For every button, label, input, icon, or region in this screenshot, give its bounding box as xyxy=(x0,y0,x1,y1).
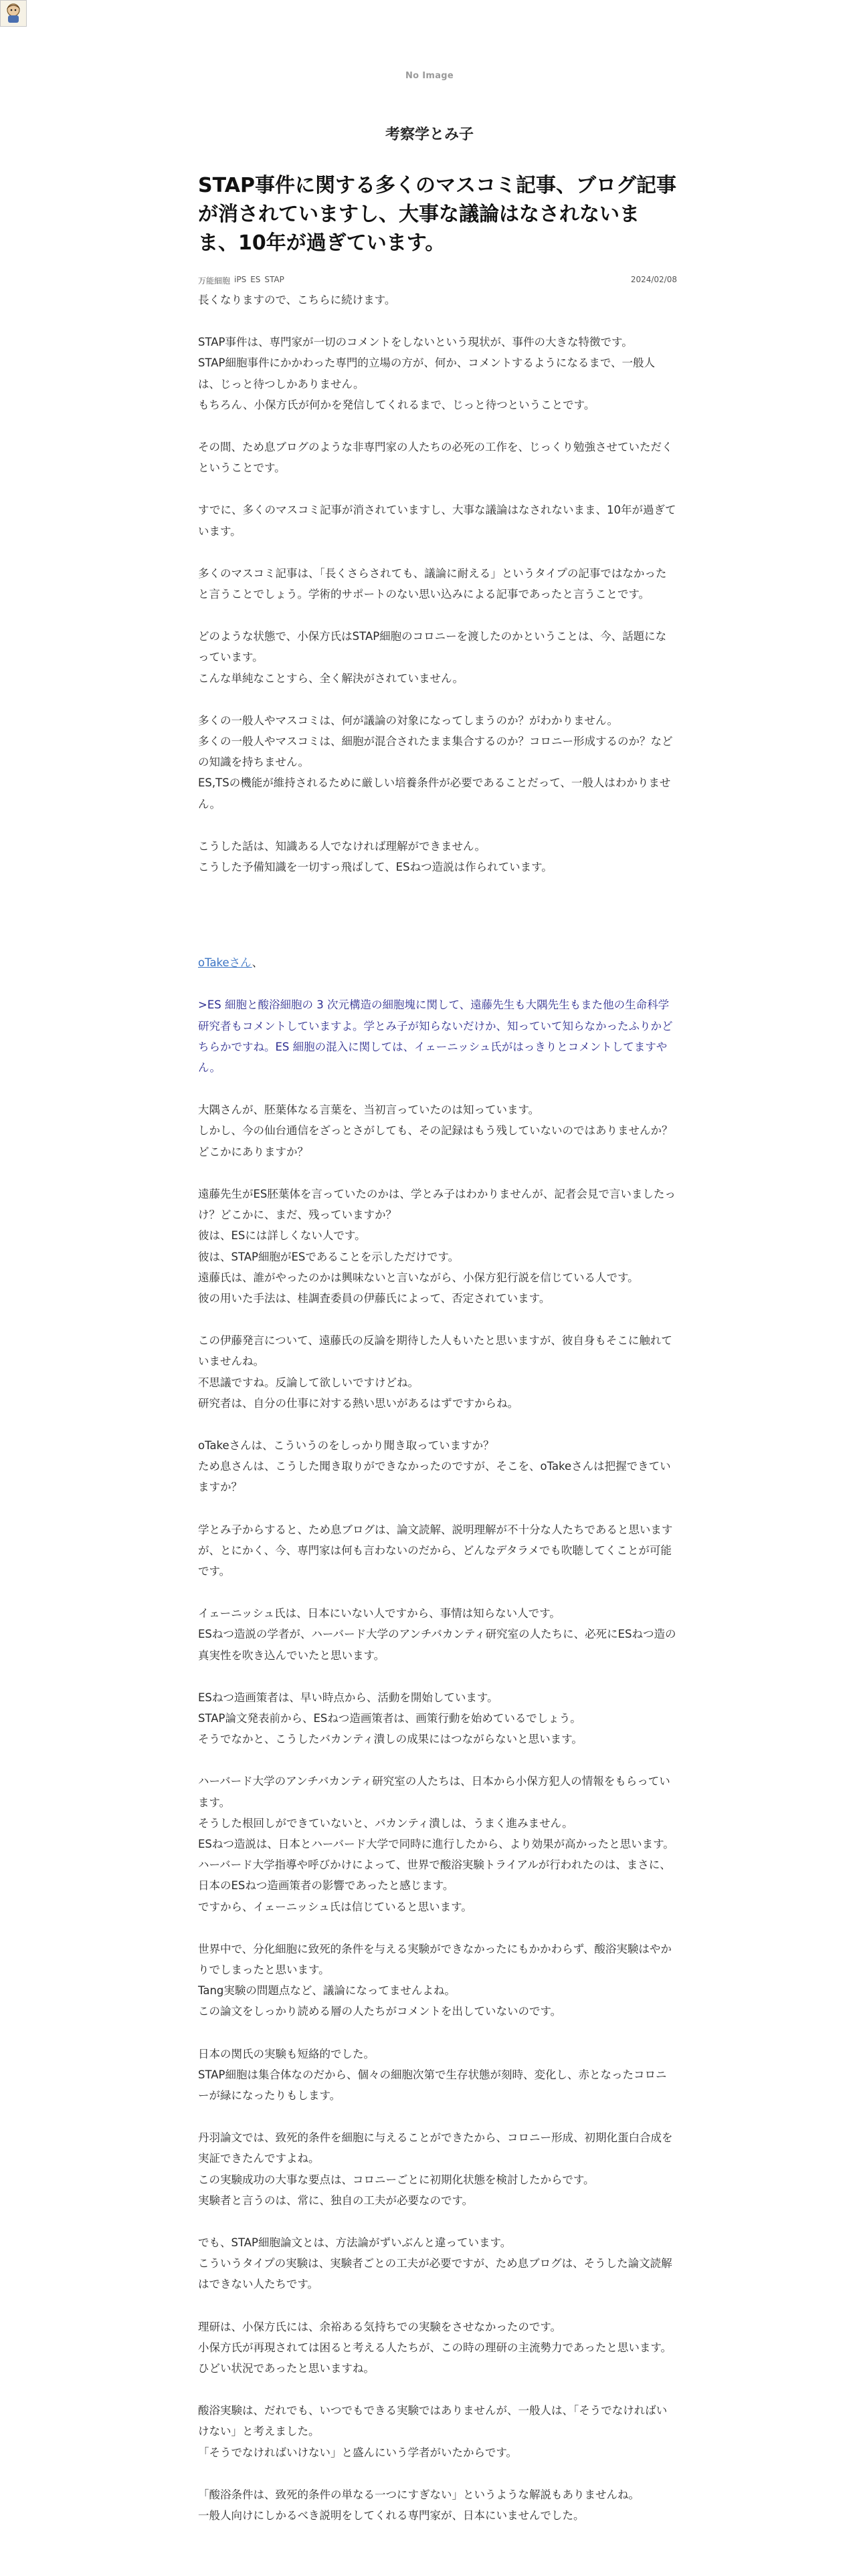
commenter-link[interactable]: oTakeさん xyxy=(198,956,252,970)
paragraph xyxy=(198,2232,677,2295)
article-meta xyxy=(198,275,677,288)
text-line: この実験成功の大事な要点は、コロニーごとに初期化状態を検討したからです。 xyxy=(198,2173,595,2186)
text-line: こうした話は、知識ある人でなければ理解ができません。 xyxy=(198,839,486,853)
text-line: すでに、多くのマスコミ記事が消されていますし、大事な議論はなされないまま、10年が過ぎています。 xyxy=(198,504,676,538)
text-line: そうした根回しができていないと、バカンティ潰しは、うまく進みません。 xyxy=(198,1816,573,1830)
paragraph xyxy=(198,332,677,415)
text-line: STAP細胞は集合体なのだから、個々の細胞次第で生存状態が刻時、変化し、赤となったコロニーが緑になったりもします。 xyxy=(198,2068,667,2102)
text-line: 多くのマスコミ記事は、「長くさらされても、議論に耐える」というタイプの記事ではなかったと言うことでしょう。学術的サポートのない思い込みによる記事であったと言うことです。 xyxy=(198,566,667,601)
text-line: 大隅さんが、胚葉体なる言葉を、当初言っていたのは知っています。 xyxy=(198,1103,540,1117)
paragraph xyxy=(198,1519,677,1582)
text-line: oTakeさんは、こういうのをしっかり聞き取っていますか？ xyxy=(198,1438,494,1452)
paragraph-spacer xyxy=(198,899,677,952)
paragraph xyxy=(198,2127,677,2211)
text-line: イェーニッシュ氏は、日本にいない人ですから、事情は知らない人です。 xyxy=(198,1607,561,1620)
paragraph xyxy=(198,563,677,605)
text-line: Tang実験の問題点など、議論になってませんよね。 xyxy=(198,1984,456,1998)
text-line: どのような状態で、小保方氏はSTAP細胞のコロニーを渡したのかということは、今、話題になっています。 xyxy=(198,630,667,664)
article-body xyxy=(198,290,677,2526)
text-line: でも、STAP細胞論文とは、方法論がずいぶんと違っています。 xyxy=(198,2236,512,2250)
text-line: ハーバード大学指導や呼びかけによって、世界で酸浴実験トライアルが行われたのは、まさに、日本のESねつ造画策者の影響であったと感じます。 xyxy=(198,1858,671,1893)
text-line: 多くの一般人やマスコミは、何が議論の対象になってしまうのか？がわかりません。 xyxy=(198,714,618,727)
paragraph xyxy=(198,626,677,689)
paragraph xyxy=(198,836,677,877)
text-line: 彼は、ESには詳しくない人です。 xyxy=(198,1229,366,1243)
paragraph xyxy=(198,2044,677,2107)
text-line: こんな単純なことすら、全く解決がされていません。 xyxy=(198,671,464,685)
text-line: 理研は、小保方氏には、余裕ある気持ちでの実験をさせなかったのです。 xyxy=(198,2320,562,2333)
text-line: 不思議ですね。反論して欲しいですけどね。 xyxy=(198,1376,419,1389)
article-date: 2024/02/08 xyxy=(630,275,677,284)
header-no-image: No Image xyxy=(405,71,454,81)
text-line: STAP細胞事件にかかわった専門的立場の方が、何か、コメントするようになるまで、一般人は、じっと待つしかありません。 xyxy=(198,356,656,391)
text-line: 「酸浴条件は、致死的条件の単なる一つにすぎない」というような解説もありませんね。 xyxy=(198,2488,640,2501)
paragraph xyxy=(198,1330,677,1414)
text-line: ですから、イェーニッシュ氏は信じていると思います。 xyxy=(198,1900,472,1913)
paragraph xyxy=(198,952,677,973)
text-line: ため息さんは、こうした聞き取りができなかったのですが、そこを、oTakeさんは把握できていますか？ xyxy=(198,1460,671,1494)
text-line: 世界中で、分化細胞に致死的条件を与える実験ができなかったにもかかわらず、酸浴実験はやかりでしまったと思います。 xyxy=(198,1942,672,1976)
avatar[interactable] xyxy=(0,0,27,27)
text-line: この伊藤発言について、遠藤氏の反論を期待した人もいたと思いますが、彼自身もそこに触れていませんね。 xyxy=(198,1334,672,1368)
text-line: この論文をしっかり読める層の人たちがコメントを出していないのです。 xyxy=(198,2005,562,2018)
text-line: STAP事件は、専門家が一切のコメントをしないという現状が、事件の大きな特徴です。 xyxy=(198,336,633,349)
paragraph xyxy=(198,710,677,815)
tag-link[interactable]: 万能細胞 xyxy=(198,276,231,286)
tag-list xyxy=(198,275,284,288)
text-line: 「そうでなければいけない」と盛んにいう学者がいたからです。 xyxy=(198,2446,518,2459)
paragraph xyxy=(198,2484,677,2526)
paragraph xyxy=(198,1687,677,1750)
text-line: その間、ため息ブログのような非専門家の人たちの必死の工作を、じっくり勉強させていただくということです。 xyxy=(198,441,673,475)
text-line: ESねつ造画策者は、早い時点から、活動を開始しています。 xyxy=(198,1691,498,1704)
tag-link[interactable]: iPS xyxy=(234,275,247,284)
article xyxy=(198,171,677,2547)
reply-line xyxy=(198,952,677,973)
text-line: >ES 細胞と酸浴細胞の 3 次元構造の細胞塊に関して、遠藤先生も大隅先生もまた他の生命科学研究者もコメントしていますよ。学とみ子が知らないだけか、知っていて知らなかったふりかどちらかですね。ES 細胞の混入に関しては、イェーニッシュ氏がはっきりとコメントしてますやん。 xyxy=(198,998,673,1075)
text-line: もちろん、小保方氏が何かを発信してくれるまで、じっと待つということです。 xyxy=(198,398,595,411)
article-title: STAP事件に関する多くのマスコミ記事、ブログ記事が消されていますし、大事な議論はなされないまま、10年が過ぎています。 xyxy=(198,174,676,255)
paragraph xyxy=(198,1939,677,2022)
text-line: 学とみ子からすると、ため息ブログは、論文読解、説明理解が不十分な人たちであると思いますが、とにかく、今、専門家は何も言わないのだから、どんなデタラメでも吹聴してくことが可能です。 xyxy=(198,1523,673,1578)
text-line: 日本の関氏の実験も短絡的でした。 xyxy=(198,2047,375,2060)
text-line: 長くなりますので、こちらに続けます。 xyxy=(198,294,396,306)
text-line: 遠藤氏は、誰がやったのかは興味ないと言いながら、小保方犯行説を信じている人です。 xyxy=(198,1271,639,1284)
text-line: ES,TSの機能が維持されるために厳しい培養条件が必要であることだって、一般人はわかりません。 xyxy=(198,776,671,811)
text-line: しかし、今の仙台通信をざっとさがしても、その記録はもう残していないのではありませんか？ xyxy=(198,1124,673,1138)
text-line: 彼の用いた手法は、桂調査委員の伊藤氏によって、否定されています。 xyxy=(198,1291,551,1305)
tag-link[interactable]: STAP xyxy=(264,275,284,284)
text-line: ESねつ造説は、日本とハーバード大学で同時に進行したから、より効果が高かったと思います。 xyxy=(198,1837,674,1850)
paragraph xyxy=(198,2317,677,2379)
text-line: こうした予備知識を一切すっ飛ばして、ESねつ造説は作られています。 xyxy=(198,861,553,874)
text-line: 酸浴実験は、だれでも、いつでもできる実験ではありませんが、一般人は、「そうでなければいけない」と考えました。 xyxy=(198,2404,668,2438)
text-line: 彼は、STAP細胞がESであることを示しただけです。 xyxy=(198,1250,460,1263)
paragraph xyxy=(198,437,677,478)
text-line: どこかにありますか？ xyxy=(198,1145,308,1158)
paragraph xyxy=(198,2400,677,2463)
text-line: ESねつ造説の学者が、ハーバード大学のアンチバカンティ研究室の人たちに、必死にESねつ造の真実性を吹き込んでいたと思います。 xyxy=(198,1628,676,1662)
paragraph xyxy=(198,1603,677,1666)
text-line: 実験者と言うのは、常に、独自の工夫が必要なのです。 xyxy=(198,2193,474,2207)
reply-suffix: 、 xyxy=(252,956,264,970)
paragraph xyxy=(198,1435,677,1498)
text-line: 多くの一般人やマスコミは、細胞が混合されたまま集合するのか？コロニー形成するのか？などの知識を持ちません。 xyxy=(198,735,673,769)
tag-link[interactable]: ES xyxy=(250,275,261,284)
paragraph xyxy=(198,1771,677,1917)
quoted-comment xyxy=(198,994,677,1078)
text-line: そうでなかと、こうしたバカンティ潰しの成果にはつながらないと思います。 xyxy=(198,1733,583,1746)
avatar-image xyxy=(1,1,26,26)
text-line: ひどい状況であったと思いますね。 xyxy=(198,2362,375,2375)
text-line: 遠藤先生がES胚葉体を言っていたのかは、学とみ子はわかりませんが、記者会見で言いましたっけ？どこかに、まだ、残っていますか？ xyxy=(198,1187,676,1222)
paragraph xyxy=(198,500,677,541)
text-line: 一般人向けにしかるべき説明をしてくれる専門家が、日本にいませんでした。 xyxy=(198,2509,585,2523)
paragraph xyxy=(198,290,677,310)
paragraph xyxy=(198,1099,677,1162)
blog-name[interactable]: 考察学とみ子 xyxy=(385,126,474,143)
text-line: 小保方氏が再現されては困ると考える人たちが、この時の理研の主流勢力であったと思います。 xyxy=(198,2341,672,2354)
text-line: ハーバード大学のアンチバカンティ研究室の人たちは、日本から小保方犯人の情報をもらっています。 xyxy=(198,1775,670,1809)
paragraph xyxy=(198,1184,677,1309)
text-line: 丹羽論文では、致死的条件を細胞に与えることができたから、コロニー形成、初期化蛋白合成を実証できたんですよね。 xyxy=(198,2131,673,2165)
text-line: STAP論文発表前から、ESねつ造画策者は、画策行動を始めているでしょう。 xyxy=(198,1711,581,1725)
text-line: こういうタイプの実験は、実験者ごとの工夫が必要ですが、ため息ブログは、そうした論文読解はできない人たちです。 xyxy=(198,2257,672,2291)
text-line: 研究者は、自分の仕事に対する熱い思いがあるはずですからね。 xyxy=(198,1396,518,1410)
